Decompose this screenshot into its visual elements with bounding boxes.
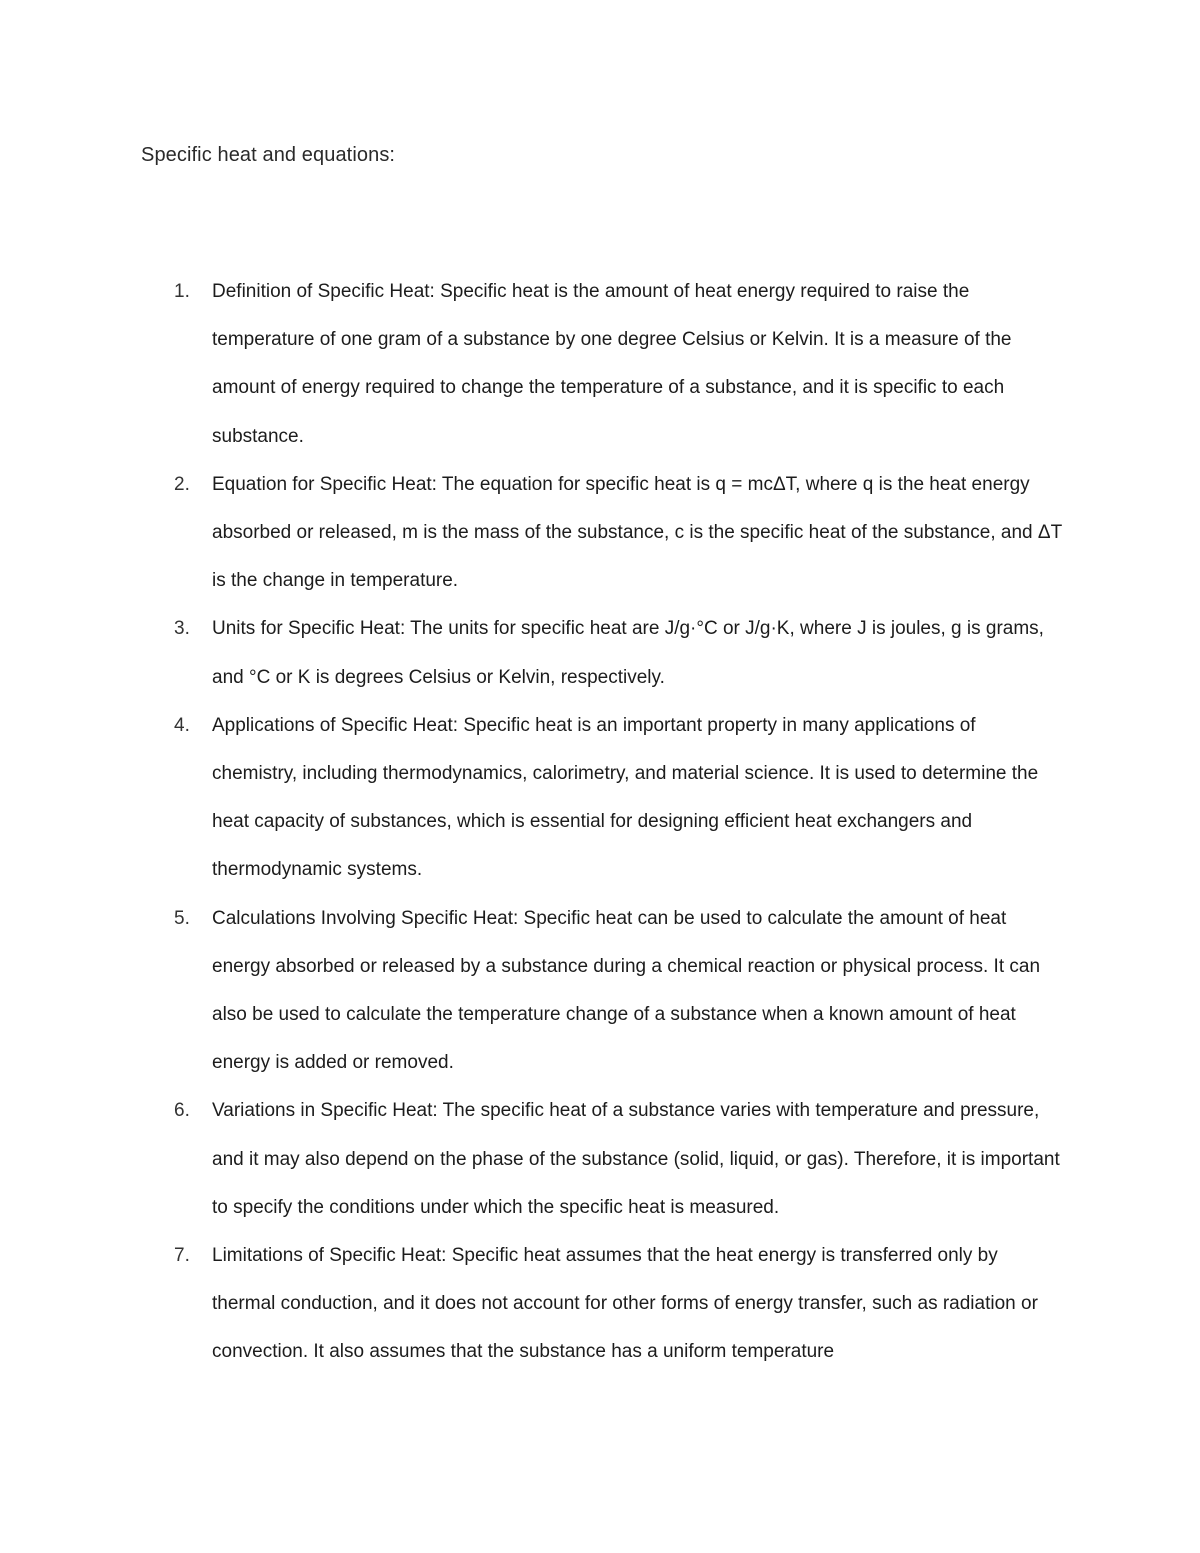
list-item: [0, 268, 1062, 461]
list-item: [0, 1232, 1062, 1377]
list-item-text: Variations in Specific Heat: The specific heat of a substance varies with temperature and pressure, and it may also depend on the phase of the substance (solid, liquid, or gas). Therefore, it is important to specify the conditions under which the specific heat is measured.: [212, 1100, 1060, 1218]
list-item-text: Definition of Specific Heat: Specific heat is the amount of heat energy required to raise the temperature of one gram of a substance by one degree Celsius or Kelvin. It is a measure of the amount of energy required to change the temperature of a substance, and it is specific to each substance.: [212, 281, 1012, 447]
list-item-text: Units for Specific Heat: The units for specific heat are J/g·°C or J/g·K, where J is joules, g is grams, and °C or K is degrees Celsius or Kelvin, respectively.: [212, 618, 1044, 688]
list-item-number: 7.: [174, 1245, 190, 1267]
list-item-number: 3.: [174, 618, 190, 640]
numbered-list: [0, 268, 1200, 1377]
list-item-number: 6.: [174, 1100, 190, 1122]
list-item-text: Calculations Involving Specific Heat: Specific heat can be used to calculate the amount of heat energy absorbed or released by a substance during a chemical reaction or physical process. It can also be used to calculate the temperature change of a substance when a known amount of heat energy is added or removed.: [212, 907, 1041, 1074]
list-item: [0, 1087, 1062, 1232]
list-item: [0, 461, 1062, 606]
list-item-number: 1.: [174, 281, 190, 302]
list-item: [0, 605, 1062, 701]
list-item-number: 4.: [174, 714, 190, 736]
list-item-number: 5.: [174, 907, 190, 929]
list-item-number: 2.: [174, 473, 190, 495]
list-item: [0, 702, 1062, 895]
list-item-text: Applications of Specific Heat: Specific heat is an important property in many applications of chemistry, including thermodynamics, calorimetry, and material science. It is used to determine the heat capacity of substances, which is essential for designing efficient heat exchangers and thermodynamic systems.: [212, 714, 1039, 881]
list-item-text: Equation for Specific Heat: The equation for specific heat is q = mcΔT, where q is the heat energy absorbed or released, m is the mass of the substance, c is the specific heat of the substance, and ΔT is the change in temperature.: [212, 473, 1062, 592]
document-title: Specific heat and equations:: [141, 144, 396, 166]
list-item: [0, 895, 1062, 1088]
list-item-text: Limitations of Specific Heat: Specific heat assumes that the heat energy is transferred only by thermal conduction, and it does not account for other forms of energy transfer, such as radiation or convection. It also assumes that the substance has a uniform temperature: [212, 1245, 1038, 1363]
